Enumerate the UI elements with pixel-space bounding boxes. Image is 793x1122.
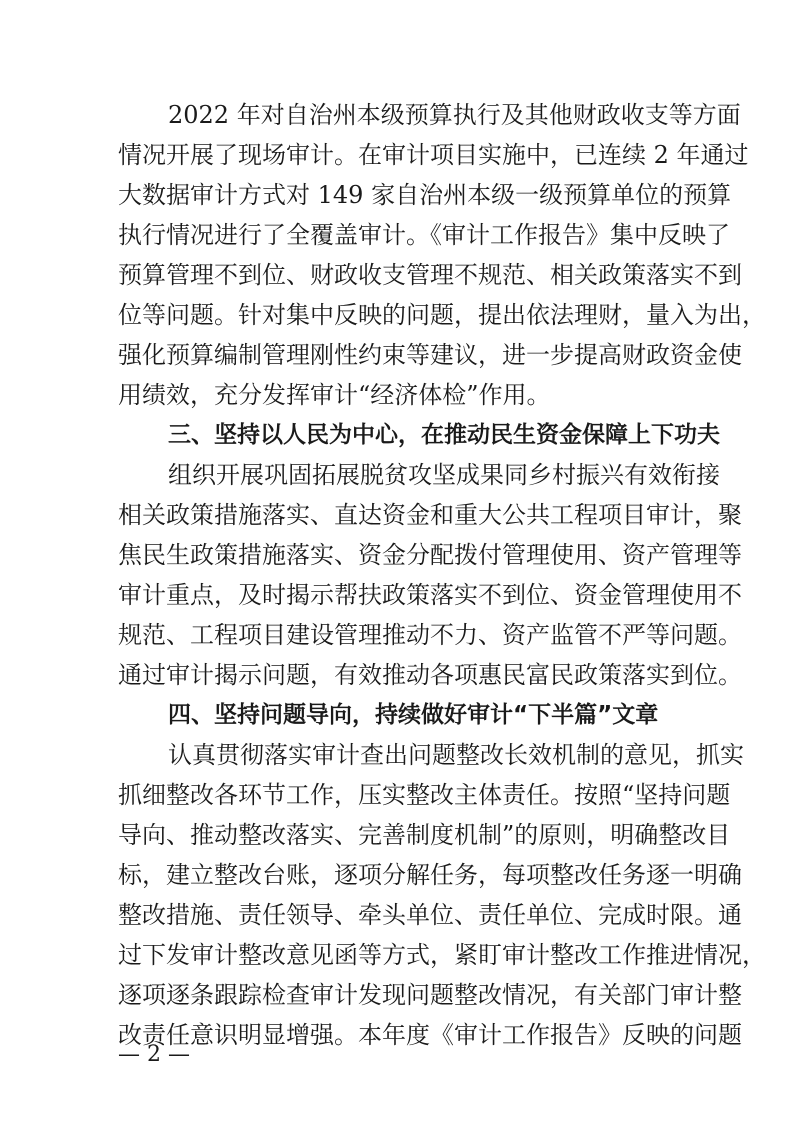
paragraph-2-line: 通过审计揭示问题，有效推动各项惠民富民政策落实到位。	[118, 661, 742, 689]
paragraph-1-line: 执行情况进行了全覆盖审计。《审计工作报告》集中反映了	[118, 221, 730, 249]
paragraph-3-line: 抓细整改各环节工作，压实整改主体责任。按照“坚持问题	[118, 781, 731, 809]
paragraph-1-line: 强化预算编制管理刚性约束等建议，进一步提高财政资金使	[118, 341, 742, 369]
paragraph-3-line: 认真贯彻落实审计查出问题整改长效机制的意见，抓实	[168, 741, 744, 769]
paragraph-2-line: 审计重点，及时揭示帮扶政策落实不到位、资金管理使用不	[118, 581, 742, 609]
paragraph-3-line: 标，建立整改台账，逐项分解任务，每项整改任务逐一明确	[118, 861, 742, 889]
paragraph-1-line: 预算管理不到位、财政收支管理不规范、相关政策落实不到	[118, 261, 742, 289]
page-number: — 2 —	[118, 1042, 190, 1067]
paragraph-3-line: 整改措施、责任领导、牵头单位、责任单位、完成时限。通	[118, 901, 742, 929]
paragraph-3-line: 逐项逐条跟踪检查审计发现问题整改情况，有关部门审计整	[118, 981, 742, 1009]
paragraph-1-line: 大数据审计方式对 149 家自治州本级一级预算单位的预算	[118, 181, 732, 209]
paragraph-2-line: 焦民生政策措施落实、资金分配拨付管理使用、资产管理等	[118, 541, 742, 569]
section-heading-4: 四、坚持问题导向，持续做好审计“下半篇”文章	[168, 702, 659, 728]
section-heading-3: 三、坚持以人民为中心，在推动民生资金保障上下功夫	[168, 422, 720, 448]
paragraph-2-line: 组织开展巩固拓展脱贫攻坚成果同乡村振兴有效衔接	[168, 461, 720, 489]
paragraph-1-line: 位等问题。针对集中反映的问题，提出依法理财，量入为出，	[118, 301, 766, 329]
paragraph-2-line: 规范、工程项目建设管理推动不力、资产监管不严等问题。	[118, 621, 742, 649]
paragraph-2-line: 相关政策措施落实、直达资金和重大公共工程项目审计，聚	[118, 501, 742, 529]
paragraph-3-line: 过下发审计整改意见函等方式，紧盯审计整改工作推进情况，	[118, 941, 766, 969]
paragraph-1-line: 情况开展了现场审计。在审计项目实施中，已连续 2 年通过	[118, 141, 749, 169]
paragraph-1-line: 2022 年对自治州本级预算执行及其他财政收支等方面	[168, 101, 741, 129]
paragraph-3-line: 导向、推动整改落实、完善制度机制”的原则，明确整改目	[118, 821, 731, 849]
paragraph-3-line: 改责任意识明显增强。本年度《审计工作报告》反映的问题	[118, 1021, 742, 1049]
paragraph-1-line: 用绩效，充分发挥审计“经济体检”作用。	[118, 381, 551, 409]
